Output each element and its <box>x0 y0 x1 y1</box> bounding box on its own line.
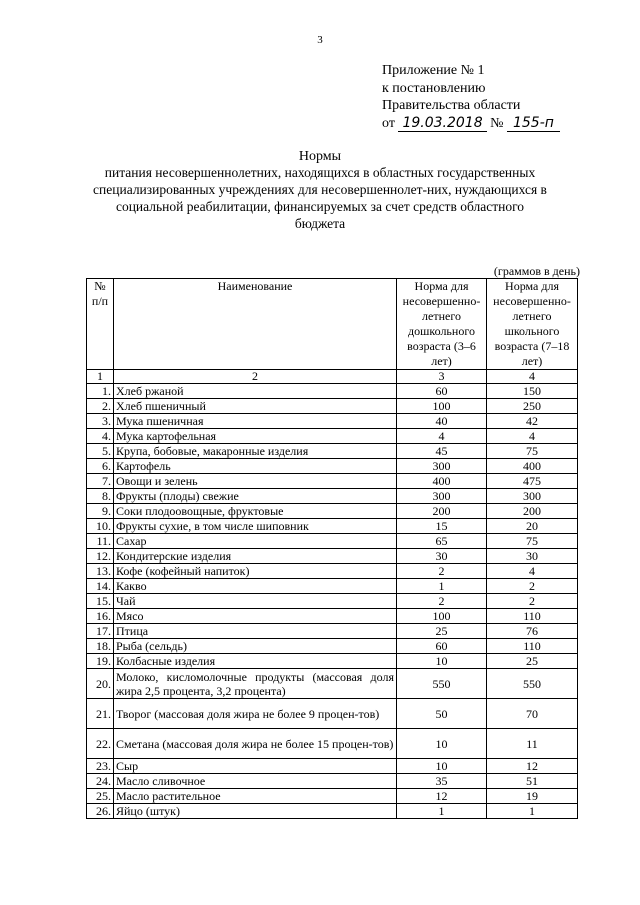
row-number: 24. <box>87 774 114 789</box>
row-preschool-norm: 10 <box>397 729 487 759</box>
row-school-norm: 20 <box>487 519 578 534</box>
row-name: Сыр <box>114 759 397 774</box>
row-preschool-norm: 10 <box>397 759 487 774</box>
row-number: 11. <box>87 534 114 549</box>
table-row <box>87 789 578 804</box>
row-school-norm: 76 <box>487 624 578 639</box>
norms-table <box>86 278 578 819</box>
row-school-norm: 42 <box>487 414 578 429</box>
row-preschool-norm: 100 <box>397 609 487 624</box>
document-subtitle: питания несовершеннолетних, находящихся в областных государственных специализированных учреждениях для несовершеннолет-них, нуждающихся в социальной реабилитации, финансируемых за счет средств областного бюджета <box>93 165 547 231</box>
row-number: 5. <box>87 444 114 459</box>
row-preschool-norm: 65 <box>397 534 487 549</box>
appendix-date-line <box>382 115 622 133</box>
row-preschool-norm: 550 <box>397 669 487 699</box>
row-preschool-norm: 30 <box>397 549 487 564</box>
row-name: Сметана (массовая доля жира не более 15 процен-тов) <box>114 729 397 759</box>
table-row <box>87 699 578 729</box>
row-name: Фрукты сухие, в том числе шиповник <box>114 519 397 534</box>
row-preschool-norm: 10 <box>397 654 487 669</box>
row-number: 25. <box>87 789 114 804</box>
table-row <box>87 429 578 444</box>
table-row <box>87 639 578 654</box>
row-preschool-norm: 15 <box>397 519 487 534</box>
table-row <box>87 489 578 504</box>
row-preschool-norm: 40 <box>397 414 487 429</box>
row-name: Картофель <box>114 459 397 474</box>
row-preschool-norm: 4 <box>397 429 487 444</box>
row-name: Крупа, бобовые, макаронные изделия <box>114 444 397 459</box>
row-name: Мясо <box>114 609 397 624</box>
row-preschool-norm: 25 <box>397 624 487 639</box>
row-name: Масло растительное <box>114 789 397 804</box>
row-school-norm: 2 <box>487 579 578 594</box>
table-row <box>87 774 578 789</box>
row-name: Мука пшеничная <box>114 414 397 429</box>
row-name: Колбасные изделия <box>114 654 397 669</box>
page-number: 3 <box>317 34 323 46</box>
row-number: 7. <box>87 474 114 489</box>
table-row <box>87 594 578 609</box>
appendix-resolution: к постановлению <box>382 80 486 96</box>
row-number: 8. <box>87 489 114 504</box>
row-preschool-norm: 45 <box>397 444 487 459</box>
row-number: 12. <box>87 549 114 564</box>
row-number: 18. <box>87 639 114 654</box>
row-number: 14. <box>87 579 114 594</box>
row-school-norm: 400 <box>487 459 578 474</box>
row-number: 10. <box>87 519 114 534</box>
header-preschool: Норма для несовершенно-летнего дошкольного возраста (3–6 лет) <box>397 279 487 370</box>
row-number: 19. <box>87 654 114 669</box>
row-number: 23. <box>87 759 114 774</box>
table-row <box>87 579 578 594</box>
row-school-norm: 110 <box>487 609 578 624</box>
row-number: 1. <box>87 384 114 399</box>
number-label: № <box>490 115 504 131</box>
table-row <box>87 669 578 699</box>
row-number: 4. <box>87 429 114 444</box>
row-preschool-norm: 35 <box>397 774 487 789</box>
row-school-norm: 110 <box>487 639 578 654</box>
table-body <box>87 384 578 819</box>
row-number: 3. <box>87 414 114 429</box>
row-number: 22. <box>87 729 114 759</box>
row-name: Фрукты (плоды) свежие <box>114 489 397 504</box>
table-row <box>87 804 578 819</box>
row-school-norm: 75 <box>487 444 578 459</box>
row-preschool-norm: 50 <box>397 699 487 729</box>
row-preschool-norm: 400 <box>397 474 487 489</box>
table-row <box>87 609 578 624</box>
row-name: Кофе (кофейный напиток) <box>114 564 397 579</box>
row-preschool-norm: 60 <box>397 639 487 654</box>
column-number: 4 <box>487 370 578 384</box>
units-note: (граммов в день) <box>493 264 580 278</box>
handwritten-date: 19.03.2018 <box>398 116 486 132</box>
table-header-row <box>87 279 578 370</box>
column-numbers-row <box>87 370 578 384</box>
row-preschool-norm: 1 <box>397 579 487 594</box>
column-number: 3 <box>397 370 487 384</box>
row-school-norm: 200 <box>487 504 578 519</box>
row-school-norm: 11 <box>487 729 578 759</box>
row-name: Соки плодоовощные, фруктовые <box>114 504 397 519</box>
header-school: Норма для несовершенно-летнего школьного возраста (7–18 лет) <box>487 279 578 370</box>
row-school-norm: 550 <box>487 669 578 699</box>
table-row <box>87 444 578 459</box>
appendix-title: Приложение № 1 <box>382 63 485 78</box>
row-name: Яйцо (штук) <box>114 804 397 819</box>
appendix-government: Правительства области <box>382 98 521 113</box>
row-name: Птица <box>114 624 397 639</box>
row-preschool-norm: 200 <box>397 504 487 519</box>
column-number: 1 <box>87 370 114 384</box>
row-preschool-norm: 12 <box>397 789 487 804</box>
row-school-norm: 12 <box>487 759 578 774</box>
header-name: Наименование <box>114 279 397 370</box>
row-school-norm: 25 <box>487 654 578 669</box>
row-name: Творог (массовая доля жира не более 9 процен-тов) <box>114 699 397 729</box>
row-name: Какво <box>114 579 397 594</box>
row-number: 2. <box>87 399 114 414</box>
row-school-norm: 4 <box>487 429 578 444</box>
row-preschool-norm: 2 <box>397 594 487 609</box>
row-number: 21. <box>87 699 114 729</box>
table-row <box>87 414 578 429</box>
table-row <box>87 564 578 579</box>
appendix-block <box>382 62 622 132</box>
row-number: 13. <box>87 564 114 579</box>
table-row <box>87 474 578 489</box>
table-row <box>87 459 578 474</box>
row-number: 17. <box>87 624 114 639</box>
from-label: от <box>382 115 395 131</box>
table-row <box>87 654 578 669</box>
document-title: Нормы <box>298 149 342 164</box>
row-school-norm: 30 <box>487 549 578 564</box>
row-number: 9. <box>87 504 114 519</box>
row-name: Рыба (сельдь) <box>114 639 397 654</box>
row-name: Молоко, кисломолочные продукты (массовая доля жира 2,5 процента, 3,2 процента) <box>114 669 397 699</box>
table-row <box>87 549 578 564</box>
row-school-norm: 475 <box>487 474 578 489</box>
table-row <box>87 759 578 774</box>
row-name: Хлеб пшеничный <box>114 399 397 414</box>
row-school-norm: 51 <box>487 774 578 789</box>
row-name: Сахар <box>114 534 397 549</box>
column-number: 2 <box>114 370 397 384</box>
row-number: 20. <box>87 669 114 699</box>
table-row <box>87 534 578 549</box>
table-row <box>87 399 578 414</box>
table-row <box>87 519 578 534</box>
row-preschool-norm: 300 <box>397 459 487 474</box>
row-school-norm: 2 <box>487 594 578 609</box>
row-school-norm: 75 <box>487 534 578 549</box>
row-preschool-norm: 100 <box>397 399 487 414</box>
header-num: № п/п <box>87 279 114 370</box>
row-preschool-norm: 60 <box>397 384 487 399</box>
row-school-norm: 70 <box>487 699 578 729</box>
row-name: Кондитерские изделия <box>114 549 397 564</box>
table-row <box>87 624 578 639</box>
row-school-norm: 150 <box>487 384 578 399</box>
row-school-norm: 250 <box>487 399 578 414</box>
row-number: 15. <box>87 594 114 609</box>
row-preschool-norm: 300 <box>397 489 487 504</box>
row-name: Хлеб ржаной <box>114 384 397 399</box>
row-number: 26. <box>87 804 114 819</box>
table-row <box>87 384 578 399</box>
row-number: 16. <box>87 609 114 624</box>
row-school-norm: 300 <box>487 489 578 504</box>
row-name: Овощи и зелень <box>114 474 397 489</box>
row-name: Чай <box>114 594 397 609</box>
row-name: Масло сливочное <box>114 774 397 789</box>
row-name: Мука картофельная <box>114 429 397 444</box>
row-school-norm: 1 <box>487 804 578 819</box>
row-preschool-norm: 2 <box>397 564 487 579</box>
row-number: 6. <box>87 459 114 474</box>
row-preschool-norm: 1 <box>397 804 487 819</box>
table-row <box>87 504 578 519</box>
table-row <box>87 729 578 759</box>
row-school-norm: 4 <box>487 564 578 579</box>
row-school-norm: 19 <box>487 789 578 804</box>
handwritten-number: 155-п <box>507 116 560 132</box>
